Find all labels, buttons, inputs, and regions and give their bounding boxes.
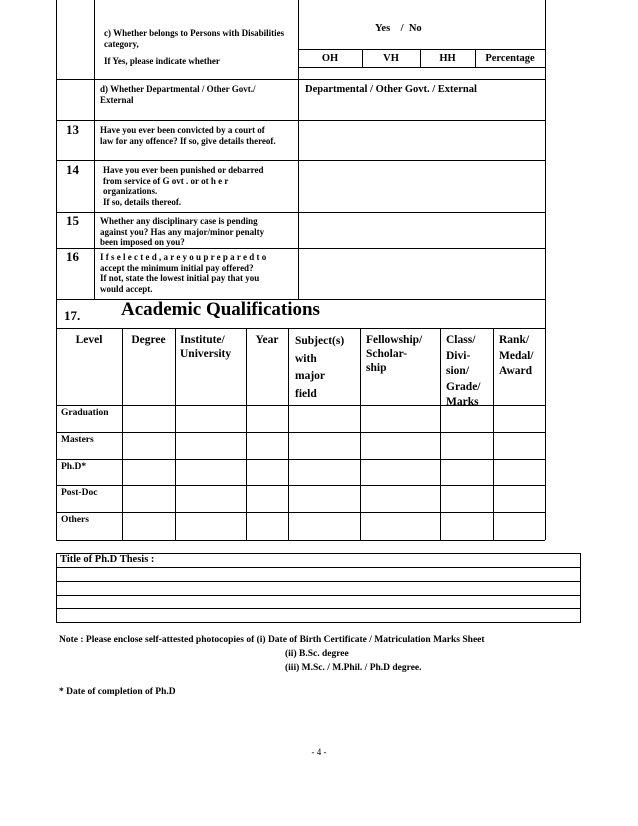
question-13-number: 13 [66, 122, 79, 137]
disability-vh-cell[interactable]: VH [383, 53, 399, 64]
header-degree: Degree [131, 334, 166, 346]
question-15-number: 15 [66, 213, 79, 228]
departmental-question: d) Whether Departmental / Other Govt./ External [100, 84, 256, 105]
disability-yes-no[interactable]: Yes / No [375, 23, 422, 34]
thesis-title-field[interactable] [57, 568, 580, 621]
row-others: Others [61, 515, 89, 525]
row-phd: Ph.D* [61, 462, 87, 472]
question-15-answer[interactable] [300, 214, 544, 247]
question-14-text: Have you ever been punished or debarred from service of G ovt . or ot h e r organizations. If so, details thereof. [103, 165, 264, 207]
note-line-1: Note : Please enclose self-attested photocopies of (i) Date of Birth Certificate / Matriculation Marks Sheet [59, 635, 485, 645]
academic-qualifications-title: Academic Qualifications [121, 299, 320, 320]
row-graduation: Graduation [61, 408, 109, 418]
row-masters: Masters [61, 435, 94, 445]
question-16-answer[interactable] [300, 250, 544, 299]
question-13-answer[interactable] [300, 122, 544, 159]
header-level: Level [75, 334, 103, 346]
thesis-title-label: Title of Ph.D Thesis : [60, 554, 155, 565]
header-fellowship: Fellowship/ Scholar- ship [366, 334, 423, 374]
question-14-number: 14 [66, 162, 79, 177]
section-17-number: 17. [64, 308, 81, 323]
question-13-text: Have you ever been convicted by a court of law for any offence? If so, give details thereof. [100, 125, 276, 146]
header-class: Class/ Divi- sion/ Grade/ Marks [446, 334, 481, 408]
question-16-number: 16 [66, 249, 79, 264]
header-rank: Rank/ Medal/ Award [499, 334, 534, 377]
header-subject: Subject(s) with major field [295, 335, 345, 400]
disability-percentage-cell[interactable]: Percentage [485, 53, 535, 64]
disability-hh-cell[interactable]: HH [439, 53, 456, 64]
row-post-doc: Post-Doc [61, 488, 98, 498]
header-year: Year [255, 334, 279, 346]
question-16-text: I f s e l e c t e d , a r e y o u p r e p a r e d t o accept the minimum initial pay offered? If not, state the lowest initial pay that you would accept. [100, 252, 267, 294]
page-number: - 4 - [311, 747, 327, 757]
question-15-text: Whether any disciplinary case is pending against you? Has any major/minor penalty been imposed on you? [100, 216, 265, 247]
note-line-2: (ii) B.Sc. degree [285, 649, 349, 659]
footnote: * Date of completion of Ph.D [59, 687, 176, 697]
departmental-answer[interactable]: Departmental / Other Govt. / External [305, 84, 477, 95]
disability-question: c) Whether belongs to Persons with Disabilities category, If Yes, please indicate whether [104, 28, 285, 66]
disability-oh-cell[interactable]: OH [321, 53, 339, 64]
header-institute: Institute/ University [180, 334, 232, 360]
question-14-answer[interactable] [300, 162, 544, 211]
note-line-3: (iii) M.Sc. / M.Phil. / Ph.D degree. [285, 663, 422, 673]
